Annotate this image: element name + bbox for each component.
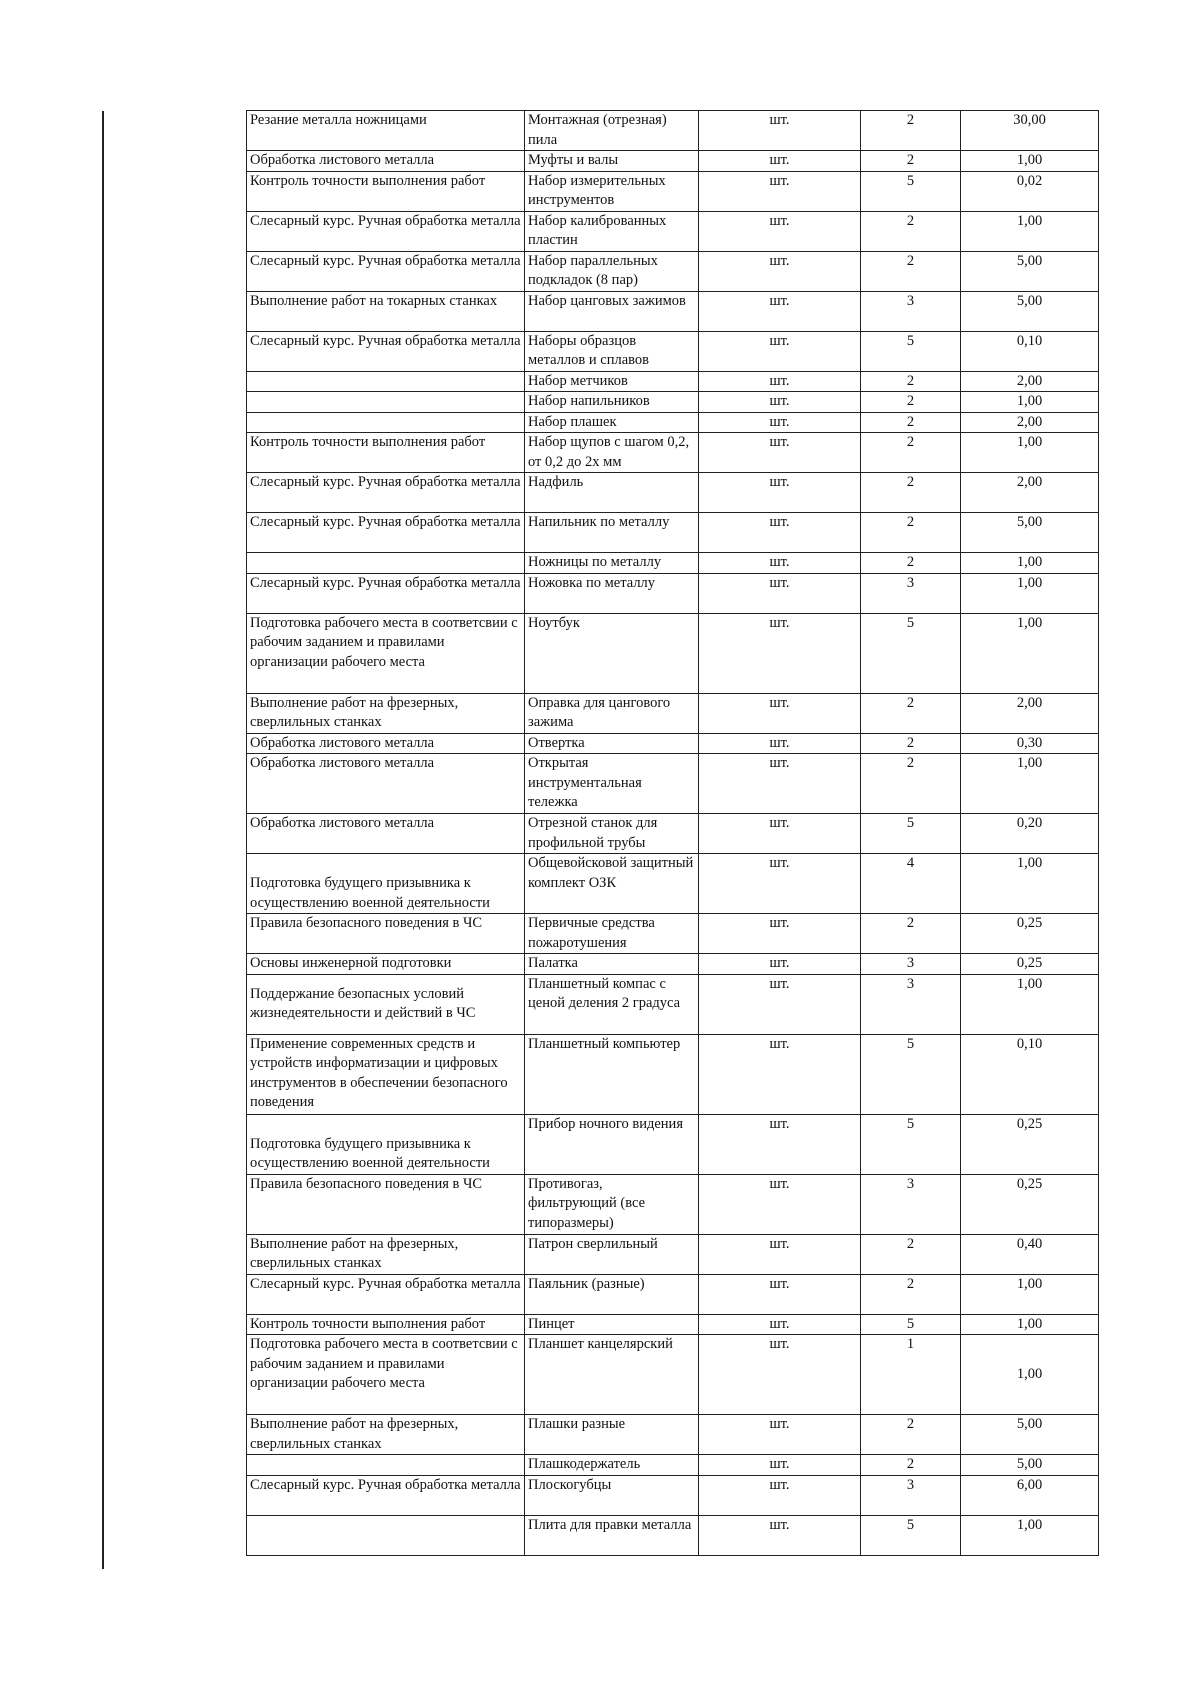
value-cell: 30,00 [961,111,1099,151]
unit-cell: шт. [699,291,861,331]
table-row [247,693,1099,733]
qty-cell: 2 [861,111,961,151]
item-cell: Первичные средства пожаротушения [525,914,699,954]
value-cell: 5,00 [961,291,1099,331]
unit-cell: шт. [699,392,861,413]
left-margin-line [102,111,104,1569]
section-cell: Резание металла ножницами [247,111,525,151]
section-cell: Подготовка рабочего места в соответсвии с рабочим заданием и правилами организации рабочего места [247,613,525,693]
unit-cell: шт. [699,1034,861,1114]
item-cell: Монтажная (отрезная) пила [525,111,699,151]
item-cell: Плашкодержатель [525,1455,699,1476]
item-cell: Пинцет [525,1314,699,1335]
section-cell: Правила безопасного поведения в ЧС [247,914,525,954]
section-cell [247,553,525,574]
item-cell: Плоскогубцы [525,1475,699,1515]
unit-cell: шт. [699,473,861,513]
table-row [247,914,1099,954]
value-cell: 0,40 [961,1234,1099,1274]
value-cell: 2,00 [961,473,1099,513]
section-cell: Выполнение работ на фрезерных, сверлильных станках [247,1415,525,1455]
qty-cell: 2 [861,914,961,954]
qty-cell: 2 [861,473,961,513]
item-cell: Ножницы по металлу [525,553,699,574]
qty-cell: 2 [861,733,961,754]
unit-cell: шт. [699,914,861,954]
value-cell: 2,00 [961,693,1099,733]
section-cell: Применение современных средств и устройств информатизации и цифровых инструментов в обеспечении безопасного поведения [247,1034,525,1114]
item-cell: Набор параллельных подкладок (8 пар) [525,251,699,291]
unit-cell: шт. [699,1274,861,1314]
table-row [247,151,1099,172]
unit-cell: шт. [699,151,861,172]
value-cell: 1,00 [961,151,1099,172]
value-cell: 5,00 [961,1415,1099,1455]
unit-cell: шт. [699,1475,861,1515]
unit-cell: шт. [699,171,861,211]
item-cell: Палатка [525,954,699,975]
unit-cell: шт. [699,211,861,251]
value-cell: 0,25 [961,1174,1099,1234]
unit-cell: шт. [699,733,861,754]
item-cell: Общевойсковой защитный комплект ОЗК [525,854,699,914]
section-cell: Подготовка рабочего места в соответсвии с рабочим заданием и правилами организации рабочего места [247,1335,525,1415]
unit-cell: шт. [699,371,861,392]
qty-cell: 5 [861,1034,961,1114]
item-cell: Планшет канцелярский [525,1335,699,1415]
section-cell: Выполнение работ на токарных станках [247,291,525,331]
value-cell: 2,00 [961,412,1099,433]
table-row [247,1174,1099,1234]
item-cell: Набор плашек [525,412,699,433]
qty-cell: 2 [861,151,961,172]
item-cell: Напильник по металлу [525,513,699,553]
qty-cell: 5 [861,613,961,693]
unit-cell: шт. [699,1335,861,1415]
unit-cell: шт. [699,553,861,574]
section-cell [247,412,525,433]
qty-cell: 5 [861,1314,961,1335]
section-cell: Контроль точности выполнения работ [247,171,525,211]
value-cell: 0,25 [961,914,1099,954]
table-row [247,1515,1099,1555]
unit-cell: шт. [699,1455,861,1476]
qty-cell: 3 [861,291,961,331]
section-cell [247,371,525,392]
qty-cell: 2 [861,1455,961,1476]
value-cell: 0,25 [961,1114,1099,1174]
item-cell: Патрон сверлильный [525,1234,699,1274]
table-row [247,613,1099,693]
value-cell: 1,00 [961,573,1099,613]
value-cell: 6,00 [961,1475,1099,1515]
table-row [247,733,1099,754]
section-cell: Слесарный курс. Ручная обработка металла [247,473,525,513]
qty-cell: 2 [861,754,961,814]
section-cell: Основы инженерной подготовки [247,954,525,975]
table-row [247,553,1099,574]
table-row [247,1415,1099,1455]
qty-cell: 5 [861,814,961,854]
section-cell: Подготовка будущего призывника к осуществлению военной деятельности [247,1114,525,1174]
qty-cell: 5 [861,1515,961,1555]
equipment-table [246,110,1099,1556]
section-cell: Слесарный курс. Ручная обработка металла [247,573,525,613]
section-cell: Слесарный курс. Ручная обработка металла [247,513,525,553]
item-cell: Отвертка [525,733,699,754]
item-cell: Открытая инструментальная тележка [525,754,699,814]
section-cell: Подготовка будущего призывника к осуществлению военной деятельности [247,854,525,914]
unit-cell: шт. [699,854,861,914]
unit-cell: шт. [699,412,861,433]
qty-cell: 3 [861,573,961,613]
unit-cell: шт. [699,954,861,975]
section-cell: Выполнение работ на фрезерных, сверлильных станках [247,693,525,733]
qty-cell: 2 [861,1274,961,1314]
qty-cell: 1 [861,1335,961,1415]
table-row [247,433,1099,473]
value-cell: 0,30 [961,733,1099,754]
unit-cell: шт. [699,754,861,814]
unit-cell: шт. [699,513,861,553]
value-cell: 1,00 [961,613,1099,693]
table-row [247,1335,1099,1415]
qty-cell: 2 [861,371,961,392]
qty-cell: 2 [861,693,961,733]
item-cell: Наборы образцов металлов и сплавов [525,331,699,371]
value-cell: 1,00 [961,1335,1099,1415]
unit-cell: шт. [699,1314,861,1335]
table-row [247,211,1099,251]
value-cell: 5,00 [961,251,1099,291]
section-cell: Слесарный курс. Ручная обработка металла [247,1475,525,1515]
unit-cell: шт. [699,573,861,613]
table-row [247,412,1099,433]
item-cell: Набор цанговых зажимов [525,291,699,331]
section-cell: Правила безопасного поведения в ЧС [247,1174,525,1234]
qty-cell: 3 [861,974,961,1034]
item-cell: Плита для правки металла [525,1515,699,1555]
section-cell: Обработка листового металла [247,733,525,754]
unit-cell: шт. [699,1114,861,1174]
section-cell [247,392,525,413]
qty-cell: 5 [861,331,961,371]
value-cell: 0,20 [961,814,1099,854]
unit-cell: шт. [699,613,861,693]
unit-cell: шт. [699,814,861,854]
qty-cell: 3 [861,1174,961,1234]
value-cell: 1,00 [961,1515,1099,1555]
table-row [247,171,1099,211]
value-cell: 5,00 [961,1455,1099,1476]
value-cell: 1,00 [961,974,1099,1034]
table-row [247,974,1099,1034]
item-cell: Набор метчиков [525,371,699,392]
section-cell: Контроль точности выполнения работ [247,433,525,473]
item-cell: Набор напильников [525,392,699,413]
section-cell: Поддержание безопасных условий жизнедеятельности и действий в ЧС [247,974,525,1034]
unit-cell: шт. [699,433,861,473]
unit-cell: шт. [699,111,861,151]
section-cell: Обработка листового металла [247,754,525,814]
table-row [247,1475,1099,1515]
table-row [247,291,1099,331]
section-cell: Контроль точности выполнения работ [247,1314,525,1335]
table-row [247,111,1099,151]
item-cell: Ножовка по металлу [525,573,699,613]
table-row [247,1234,1099,1274]
qty-cell: 4 [861,854,961,914]
qty-cell: 5 [861,1114,961,1174]
item-cell: Плашки разные [525,1415,699,1455]
section-cell: Слесарный курс. Ручная обработка металла [247,331,525,371]
value-cell: 2,00 [961,371,1099,392]
qty-cell: 2 [861,513,961,553]
item-cell: Планшетный компьютер [525,1034,699,1114]
item-cell: Набор щупов с шагом 0,2, от 0,2 до 2х мм [525,433,699,473]
qty-cell: 3 [861,954,961,975]
qty-cell: 2 [861,1234,961,1274]
section-cell: Выполнение работ на фрезерных, сверлильных станках [247,1234,525,1274]
qty-cell: 2 [861,1415,961,1455]
table-body [247,111,1099,1556]
table-row [247,331,1099,371]
item-cell: Прибор ночного видения [525,1114,699,1174]
item-cell: Надфиль [525,473,699,513]
table-row [247,392,1099,413]
value-cell: 0,10 [961,331,1099,371]
qty-cell: 2 [861,251,961,291]
item-cell: Набор измерительных инструментов [525,171,699,211]
item-cell: Муфты и валы [525,151,699,172]
qty-cell: 2 [861,412,961,433]
table-row [247,754,1099,814]
section-cell [247,1515,525,1555]
item-cell: Паяльник (разные) [525,1274,699,1314]
table-row [247,1034,1099,1114]
unit-cell: шт. [699,1415,861,1455]
unit-cell: шт. [699,1234,861,1274]
unit-cell: шт. [699,251,861,291]
table-row [247,573,1099,613]
table-row [247,1455,1099,1476]
value-cell: 1,00 [961,854,1099,914]
table-row [247,1314,1099,1335]
value-cell: 1,00 [961,1314,1099,1335]
value-cell: 1,00 [961,1274,1099,1314]
qty-cell: 5 [861,171,961,211]
table-row [247,1114,1099,1174]
table-row [247,513,1099,553]
section-cell: Слесарный курс. Ручная обработка металла [247,251,525,291]
section-cell: Слесарный курс. Ручная обработка металла [247,1274,525,1314]
section-cell [247,1455,525,1476]
qty-cell: 2 [861,553,961,574]
table-row [247,371,1099,392]
table-row [247,251,1099,291]
unit-cell: шт. [699,331,861,371]
unit-cell: шт. [699,974,861,1034]
item-cell: Оправка для цангового зажима [525,693,699,733]
item-cell: Планшетный компас с ценой деления 2 градуса [525,974,699,1034]
value-cell: 0,25 [961,954,1099,975]
table-row [247,814,1099,854]
qty-cell: 2 [861,433,961,473]
unit-cell: шт. [699,1174,861,1234]
value-cell: 0,10 [961,1034,1099,1114]
table-row [247,473,1099,513]
value-cell: 0,02 [961,171,1099,211]
table-row [247,1274,1099,1314]
item-cell: Ноутбук [525,613,699,693]
value-cell: 1,00 [961,553,1099,574]
item-cell: Набор калиброванных пластин [525,211,699,251]
qty-cell: 2 [861,211,961,251]
unit-cell: шт. [699,693,861,733]
value-cell: 5,00 [961,513,1099,553]
value-cell: 1,00 [961,754,1099,814]
qty-cell: 2 [861,392,961,413]
section-cell: Обработка листового металла [247,151,525,172]
item-cell: Отрезной станок для профильной трубы [525,814,699,854]
unit-cell: шт. [699,1515,861,1555]
value-cell: 1,00 [961,392,1099,413]
qty-cell: 3 [861,1475,961,1515]
value-cell: 1,00 [961,211,1099,251]
section-cell: Обработка листового металла [247,814,525,854]
value-cell: 1,00 [961,433,1099,473]
table-row [247,954,1099,975]
item-cell: Противогаз, фильтрующий (все типоразмеры) [525,1174,699,1234]
section-cell: Слесарный курс. Ручная обработка металла [247,211,525,251]
table-row [247,854,1099,914]
